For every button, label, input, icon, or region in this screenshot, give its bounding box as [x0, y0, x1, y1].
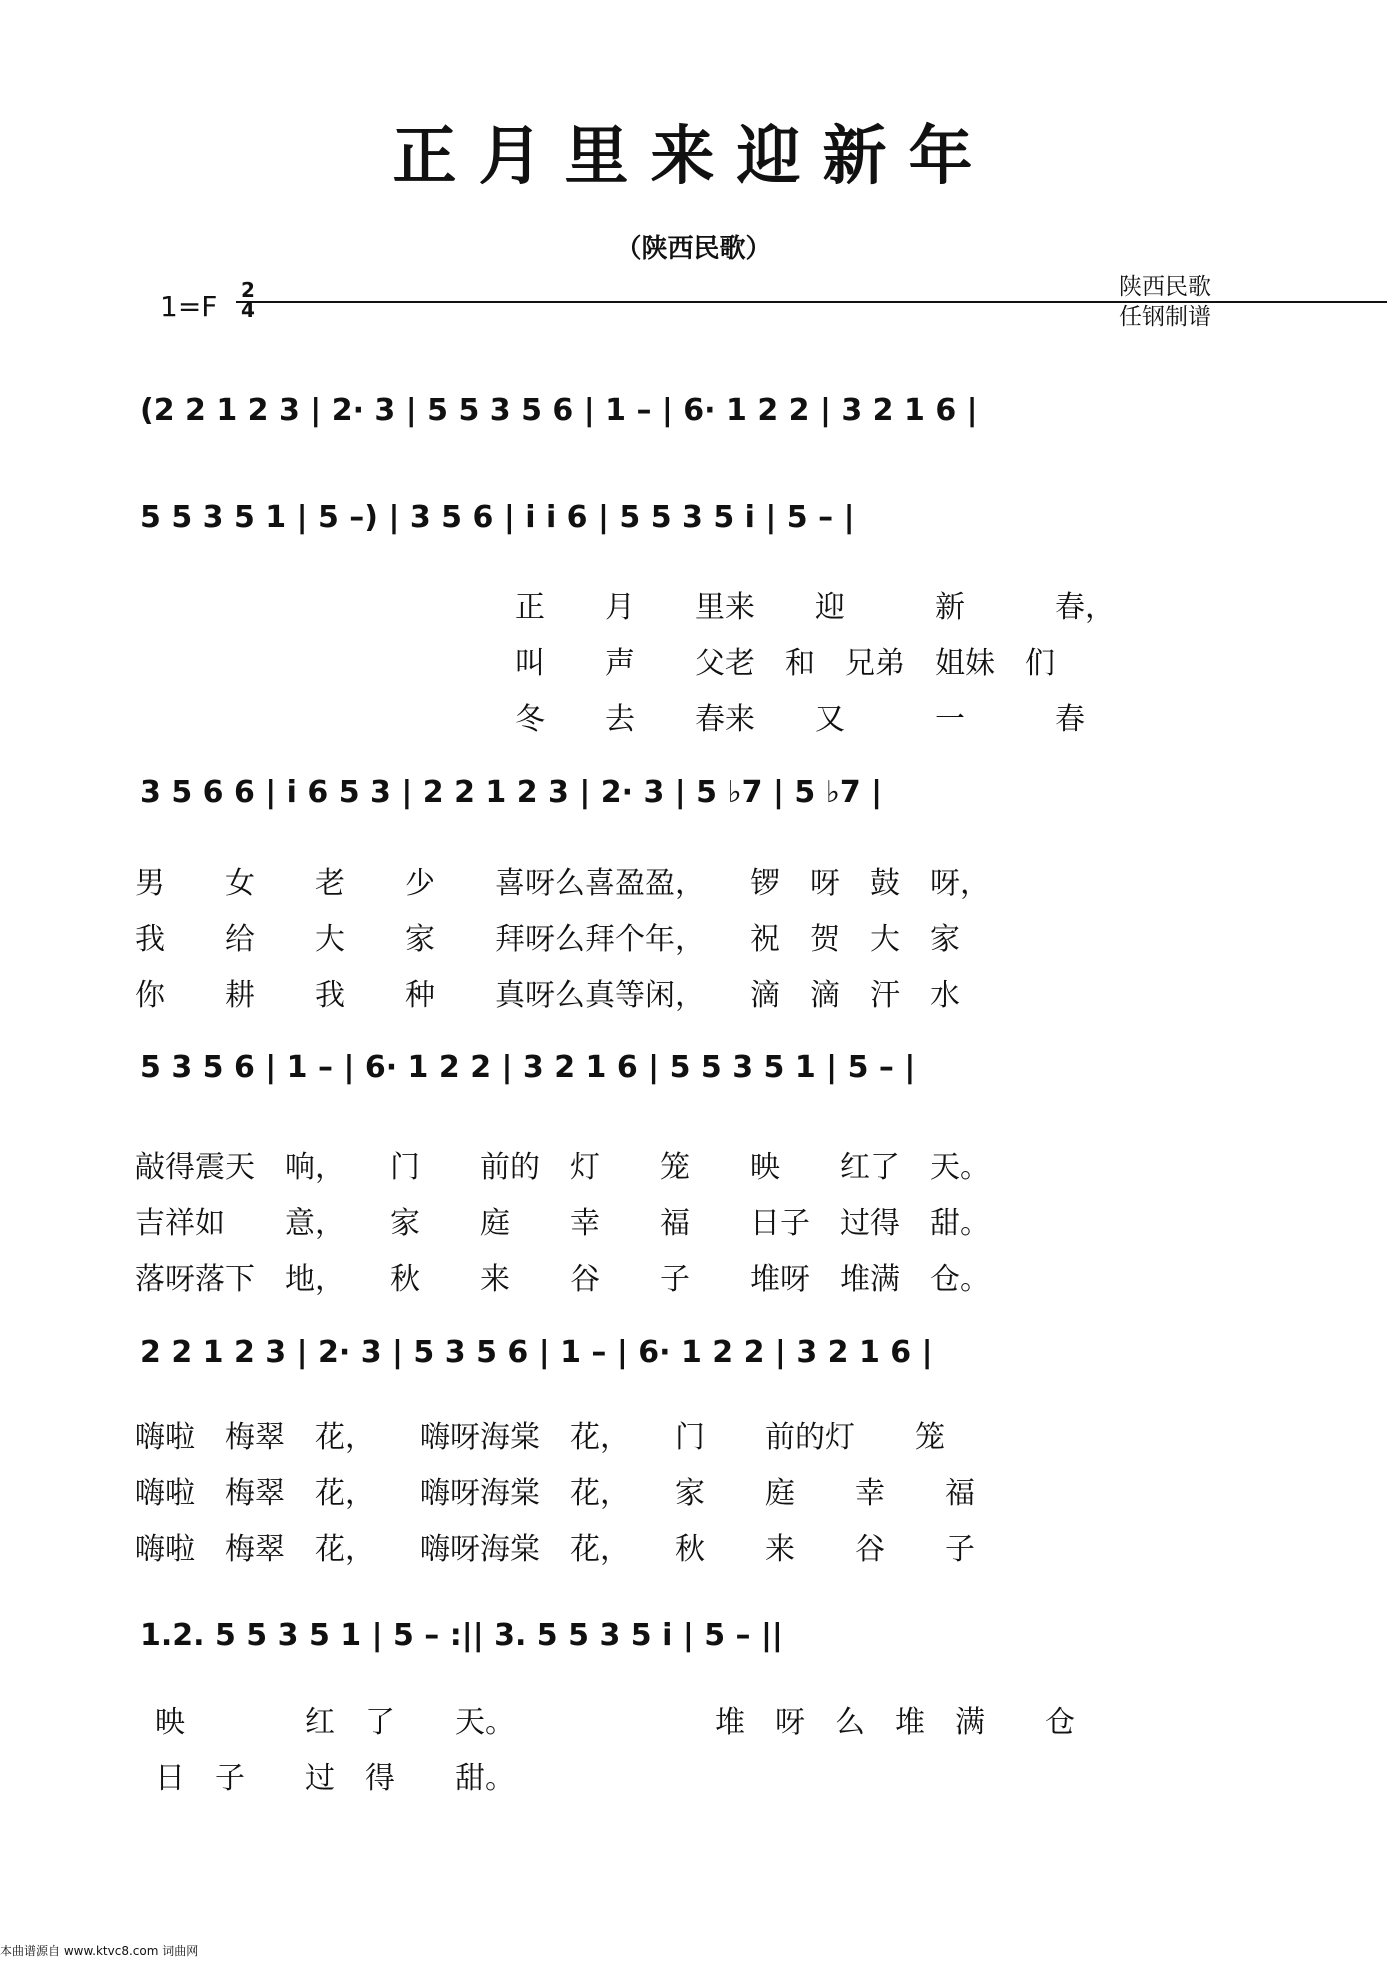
footer-source: 本曲谱源自 www.ktvc8.com 词曲网: [0, 1944, 199, 1958]
key-signature: 1=F: [160, 290, 218, 323]
lyrics-block-5a: [155, 1695, 515, 1807]
credit-origin: 陕西民歌: [1119, 274, 1211, 300]
lyric-verse-1: 映 红 了 天。: [155, 1705, 515, 1740]
lyric-verse-1: 正 月 里来 迎 新 春，: [515, 590, 1115, 625]
notation-line-5: 2 2 1 2 3 | 2· 3 | 5 3 5 6 | 1 – | 6· 1 2 2 | 3 2 1 6 |: [140, 1335, 933, 1370]
notation-line-2: 5 5 3 5 1 | 5 –) | 3 5 6 | i i 6 | 5 5 3 5 i | 5 – |: [140, 500, 855, 535]
lyric-verse-3: 冬 去 春来 又 一 春: [515, 702, 1085, 737]
song-title: 正月里来迎新年: [392, 119, 995, 194]
notation-line-1: (2 2 1 2 3 | 2· 3 | 5 5 3 5 6 | 1 – | 6· 1 2 2 | 3 2 1 6 |: [140, 393, 978, 428]
lyric-verse-1: 男 女 老 少 喜呀么喜盈盈， 锣 呀 鼓 呀，: [135, 866, 990, 901]
credit-arranger: 任钢制谱: [1119, 304, 1211, 330]
lyric-verse-3: 你 耕 我 种 真呀么真等闲， 滴 滴 汗 水: [135, 978, 960, 1013]
lyrics-block-2: [135, 856, 990, 1024]
song-subtitle: （陕西民歌）: [615, 234, 772, 264]
lyric-verse-3: 落呀落下 地， 秋 来 谷 子 堆呀 堆满 仓。: [135, 1262, 990, 1297]
lyric-verse-1: 嗨啦 梅翠 花， 嗨呀海棠 花， 门 前的灯 笼: [135, 1420, 945, 1455]
notation-line-3: 3 5 6 6 | i 6 5 3 | 2 2 1 2 3 | 2· 3 | 5 ♭7 | 5 ♭7 |: [140, 775, 883, 810]
lyric-verse-1: 敲得震天 响， 门 前的 灯 笼 映 红了 天。: [135, 1150, 990, 1185]
lyric-verse-2: 叫 声 父老 和 兄弟 姐妹 们: [515, 646, 1055, 681]
credits: [1119, 272, 1211, 332]
time-signature: [236, 280, 260, 320]
time-signature-top: 2: [241, 278, 255, 302]
lyric-verse-2: 我 给 大 家 拜呀么拜个年， 祝 贺 大 家: [135, 922, 960, 957]
notation-line-4: 5 3 5 6 | 1 – | 6· 1 2 2 | 3 2 1 6 | 5 5 3 5 1 | 5 – |: [140, 1050, 916, 1085]
lyrics-block-5b: [715, 1695, 1075, 1751]
lyrics-block-1: [515, 580, 1115, 748]
lyric-verse-3: 堆 呀 么 堆 满 仓: [715, 1705, 1075, 1740]
lyric-verse-3: 嗨啦 梅翠 花， 嗨呀海棠 花， 秋 来 谷 子: [135, 1532, 975, 1567]
lyric-verse-2: 吉祥如 意， 家 庭 幸 福 日子 过得 甜。: [135, 1206, 990, 1241]
notation-line-6: 1.2. 5 5 3 5 1 | 5 – :|| 3. 5 5 3 5 i | 5 – ||: [140, 1618, 783, 1653]
lyric-verse-2: 嗨啦 梅翠 花， 嗨呀海棠 花， 家 庭 幸 福: [135, 1476, 975, 1511]
lyric-verse-2: 日 子 过 得 甜。: [155, 1761, 515, 1796]
lyrics-block-4: [135, 1410, 975, 1578]
time-signature-bottom: 4: [241, 298, 255, 322]
lyrics-block-3: [135, 1140, 990, 1308]
